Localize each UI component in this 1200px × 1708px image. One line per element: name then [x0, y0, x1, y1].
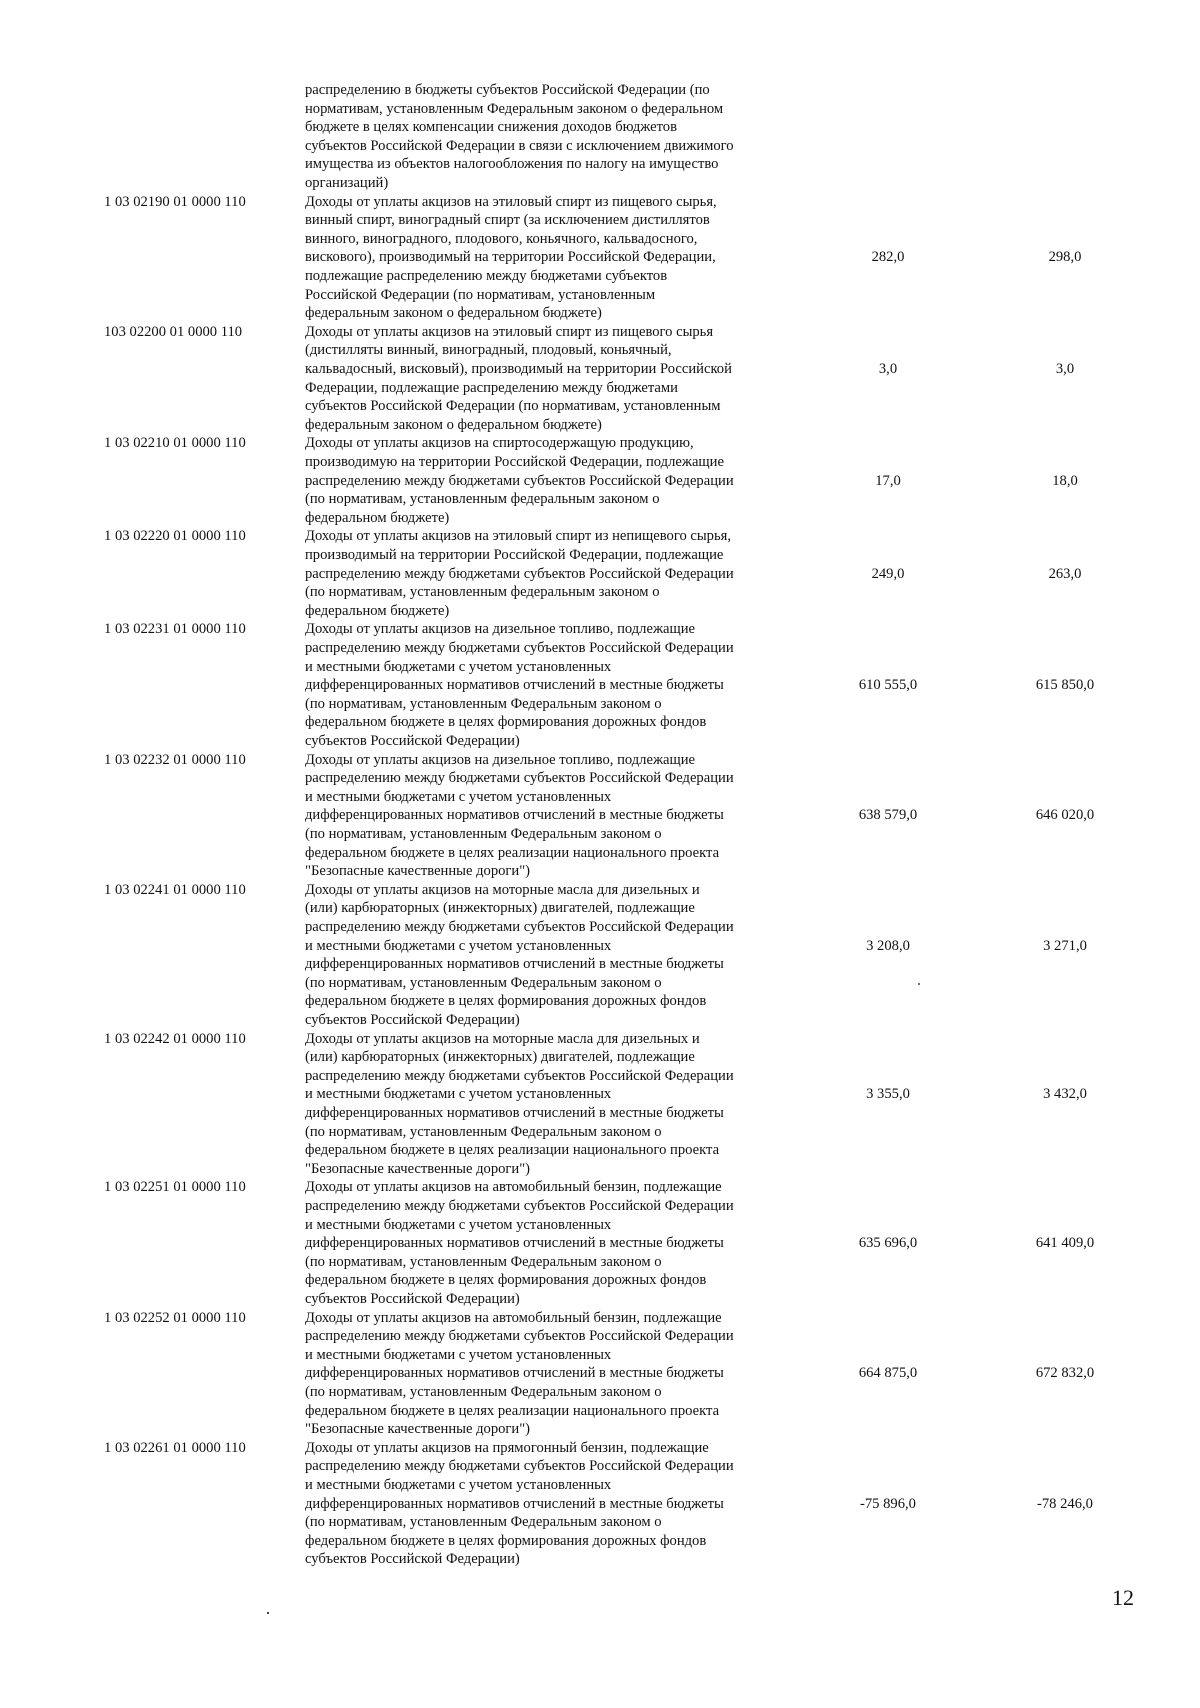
amount-year-1: 282,0 — [871, 249, 905, 266]
description-line: федеральном бюджете) — [305, 509, 450, 526]
description-line: "Безопасные качественные дороги") — [305, 1160, 531, 1177]
revenue-description — [305, 323, 790, 435]
amount-year-2: 672 832,0 — [1035, 1365, 1095, 1382]
budget-classification-code: 1 03 02251 01 0000 110 — [104, 1179, 246, 1196]
description-line: имущества из объектов налогообложения по налогу на имущество — [305, 156, 719, 173]
description-line: (по нормативам, установленным Федеральным законом о — [305, 974, 662, 991]
table-row — [0, 81, 1200, 193]
scan-speck — [267, 1612, 269, 1614]
table-row — [0, 323, 1200, 435]
description-line: нормативам, установленным Федеральным законом о федеральном — [305, 100, 724, 117]
description-line: Доходы от уплаты акцизов на этиловый спирт из непищевого сырья, — [305, 528, 731, 545]
table-row — [0, 1030, 1200, 1179]
description-line: (по нормативам, установленным Федеральным законом о — [305, 1514, 662, 1531]
description-line: федеральном бюджете в целях реализации национального проекта — [305, 1402, 720, 1419]
revenue-description — [305, 620, 790, 750]
description-line: "Безопасные качественные дороги") — [305, 1421, 531, 1438]
revenue-description — [305, 193, 790, 323]
description-line: (по нормативам, установленным Федеральным законом о — [305, 825, 662, 842]
description-line: федеральным законом о федеральном бюджете) — [305, 416, 602, 433]
budget-classification-code: 1 03 02242 01 0000 110 — [104, 1030, 246, 1047]
description-line: (по нормативам, установленным Федеральным законом о — [305, 1253, 662, 1270]
description-line: (или) карбюраторных (инжекторных) двигателей, подлежащие — [305, 900, 695, 917]
description-line: Доходы от уплаты акцизов на дизельное топливо, подлежащие — [305, 621, 696, 638]
budget-classification-code: 1 03 02261 01 0000 110 — [104, 1439, 246, 1456]
description-line: распределению между бюджетами субъектов Российской Федерации — [305, 770, 734, 787]
description-line: Доходы от уплаты акцизов на автомобильный бензин, подлежащие — [305, 1179, 722, 1196]
revenue-description — [305, 434, 790, 527]
amount-year-1: 3 208,0 — [866, 937, 910, 954]
description-line: кальвадосный, висковый), производимый на территории Российской — [305, 360, 732, 377]
description-line: Доходы от уплаты акцизов на дизельное топливо, подлежащие — [305, 751, 696, 768]
description-line: винного, виноградного, плодового, коньячного, кальвадосного, — [305, 230, 698, 247]
description-line: дифференцированных нормативов отчислений в местные бюджеты — [305, 956, 724, 973]
description-line: распределению между бюджетами субъектов Российской Федерации — [305, 918, 734, 935]
description-line: (по нормативам, установленным Федеральным законом о — [305, 1383, 662, 1400]
description-line: и местными бюджетами с учетом установленных — [305, 1086, 612, 1103]
description-line: субъектов Российской Федерации (по нормативам, установленным — [305, 398, 721, 415]
amount-year-1: 3,0 — [878, 360, 898, 377]
revenue-description — [305, 81, 790, 193]
revenue-description — [305, 1309, 790, 1439]
description-line: дифференцированных нормативов отчислений в местные бюджеты — [305, 807, 724, 824]
description-line: субъектов Российской Федерации в связи с исключением движимого — [305, 137, 734, 154]
description-line: распределению между бюджетами субъектов Российской Федерации — [305, 1067, 734, 1084]
description-line: федеральном бюджете в целях формирования дорожных фондов — [305, 714, 707, 731]
budget-classification-code: 1 03 02190 01 0000 110 — [104, 193, 246, 210]
description-line: федеральном бюджете) — [305, 602, 450, 619]
description-line: производимую на территории Российской Федерации, подлежащие — [305, 453, 724, 470]
description-line: распределению между бюджетами субъектов Российской Федерации — [305, 1458, 734, 1475]
description-line: распределению между бюджетами субъектов Российской Федерации — [305, 1328, 734, 1345]
revenue-description — [305, 527, 790, 620]
description-line: и местными бюджетами с учетом установленных — [305, 1216, 612, 1233]
description-line: и местными бюджетами с учетом установленных — [305, 937, 612, 954]
description-line: бюджете в целях компенсации снижения доходов бюджетов — [305, 119, 677, 136]
description-line: федеральном бюджете в целях реализации национального проекта — [305, 1142, 720, 1159]
description-line: дифференцированных нормативов отчислений в местные бюджеты — [305, 1495, 724, 1512]
table-row — [0, 881, 1200, 1030]
table-row — [0, 1309, 1200, 1439]
description-line: и местными бюджетами с учетом установленных — [305, 1346, 612, 1363]
description-line: Российской Федерации (по нормативам, установленным — [305, 286, 656, 303]
description-line: дифференцированных нормативов отчислений в местные бюджеты — [305, 1104, 724, 1121]
revenue-description — [305, 1439, 790, 1569]
description-line: Доходы от уплаты акцизов на автомобильный бензин, подлежащие — [305, 1309, 722, 1326]
budget-classification-code: 103 02200 01 0000 110 — [104, 323, 243, 340]
scan-speck — [918, 983, 920, 985]
description-line: распределению между бюджетами субъектов Российской Федерации — [305, 472, 734, 489]
amount-year-1: 17,0 — [875, 472, 901, 489]
description-line: Доходы от уплаты акцизов на этиловый спирт из пищевого сырья — [305, 323, 714, 340]
table-row — [0, 620, 1200, 750]
description-line: Доходы от уплаты акцизов на прямогонный бензин, подлежащие — [305, 1439, 709, 1456]
description-line: федеральном бюджете в целях формирования дорожных фондов — [305, 993, 707, 1010]
table-row — [0, 527, 1200, 620]
amount-year-1: 664 875,0 — [858, 1365, 918, 1382]
description-line: субъектов Российской Федерации) — [305, 1290, 520, 1307]
table-row — [0, 193, 1200, 323]
table-row — [0, 1439, 1200, 1569]
amount-year-1: 3 355,0 — [866, 1086, 910, 1103]
revenue-description — [305, 751, 790, 881]
amount-year-1: 635 696,0 — [858, 1235, 918, 1252]
description-line: Доходы от уплаты акцизов на моторные масла для дизельных и — [305, 881, 700, 898]
description-line: и местными бюджетами с учетом установленных — [305, 788, 612, 805]
description-line: Федерации, подлежащие распределению между бюджетами — [305, 379, 678, 396]
amount-year-2: 641 409,0 — [1035, 1235, 1095, 1252]
budget-classification-code: 1 03 02231 01 0000 110 — [104, 621, 246, 638]
table-row — [0, 434, 1200, 527]
budget-classification-code: 1 03 02241 01 0000 110 — [104, 881, 246, 898]
description-line: дифференцированных нормативов отчислений в местные бюджеты — [305, 1365, 724, 1382]
amount-year-1: -75 896,0 — [860, 1495, 916, 1512]
description-line: (по нормативам, установленным федеральным законом о — [305, 584, 660, 601]
description-line: федеральном бюджете в целях реализации национального проекта — [305, 844, 720, 861]
description-line: федеральном бюджете в целях формирования дорожных фондов — [305, 1532, 707, 1549]
description-line: организаций) — [305, 174, 389, 191]
description-line: распределению между бюджетами субъектов Российской Федерации — [305, 1197, 734, 1214]
amount-year-2: 3 271,0 — [1043, 937, 1087, 954]
description-line: (или) карбюраторных (инжекторных) двигателей, подлежащие — [305, 1049, 695, 1066]
revenue-description — [305, 1030, 790, 1179]
amount-year-2: 3 432,0 — [1043, 1086, 1087, 1103]
description-line: субъектов Российской Федерации) — [305, 732, 520, 749]
description-line: Доходы от уплаты акцизов на моторные масла для дизельных и — [305, 1030, 700, 1047]
amount-year-2: -78 246,0 — [1037, 1495, 1093, 1512]
description-line: (по нормативам, установленным Федеральным законом о — [305, 695, 662, 712]
description-line: субъектов Российской Федерации) — [305, 1011, 520, 1028]
amount-year-2: 615 850,0 — [1035, 677, 1095, 694]
description-line: "Безопасные качественные дороги") — [305, 863, 531, 880]
description-line: производимый на территории Российской Федерации, подлежащие — [305, 546, 724, 563]
table-row — [0, 1178, 1200, 1308]
revenue-description — [305, 1178, 790, 1308]
description-line: федеральном бюджете в целях формирования дорожных фондов — [305, 1272, 707, 1289]
amount-year-2: 3,0 — [1055, 360, 1075, 377]
amount-year-1: 638 579,0 — [858, 807, 918, 824]
description-line: Доходы от уплаты акцизов на спиртосодержащую продукцию, — [305, 435, 694, 452]
description-line: распределению между бюджетами субъектов Российской Федерации — [305, 565, 734, 582]
revenue-description — [305, 881, 790, 1030]
description-line: распределению в бюджеты субъектов Российской Федерации (по — [305, 82, 710, 98]
description-line: распределению между бюджетами субъектов Российской Федерации — [305, 639, 734, 656]
budget-classification-code: 1 03 02210 01 0000 110 — [104, 435, 246, 452]
description-line: и местными бюджетами с учетом установленных — [305, 1476, 612, 1493]
description-line: и местными бюджетами с учетом установленных — [305, 658, 612, 675]
amount-year-1: 249,0 — [871, 565, 905, 582]
description-line: (по нормативам, установленным Федеральным законом о — [305, 1123, 662, 1140]
amount-year-2: 298,0 — [1048, 249, 1082, 266]
description-line: винный спирт, виноградный спирт (за исключением дистиллятов — [305, 212, 710, 229]
description-line: субъектов Российской Федерации) — [305, 1551, 520, 1568]
description-line: дифференцированных нормативов отчислений в местные бюджеты — [305, 677, 724, 694]
description-line: дифференцированных нормативов отчислений в местные бюджеты — [305, 1235, 724, 1252]
amount-year-2: 646 020,0 — [1035, 807, 1095, 824]
budget-classification-code: 1 03 02252 01 0000 110 — [104, 1309, 246, 1326]
description-line: федеральным законом о федеральном бюджете) — [305, 305, 602, 322]
description-line: Доходы от уплаты акцизов на этиловый спирт из пищевого сырья, — [305, 193, 717, 210]
budget-classification-code: 1 03 02232 01 0000 110 — [104, 751, 246, 768]
table-row — [0, 751, 1200, 881]
amount-year-2: 263,0 — [1048, 565, 1082, 582]
amount-year-2: 18,0 — [1052, 472, 1078, 489]
description-line: подлежащие распределению между бюджетами субъектов — [305, 267, 668, 284]
description-line: вискового), производимый на территории Российской Федерации, — [305, 249, 716, 266]
description-line: (по нормативам, установленным федеральным законом о — [305, 491, 660, 508]
budget-classification-code: 1 03 02220 01 0000 110 — [104, 528, 246, 545]
page-number: 12 — [1112, 1585, 1134, 1610]
description-line: (дистилляты винный, виноградный, плодовый, коньячный, — [305, 342, 672, 359]
amount-year-1: 610 555,0 — [858, 677, 918, 694]
